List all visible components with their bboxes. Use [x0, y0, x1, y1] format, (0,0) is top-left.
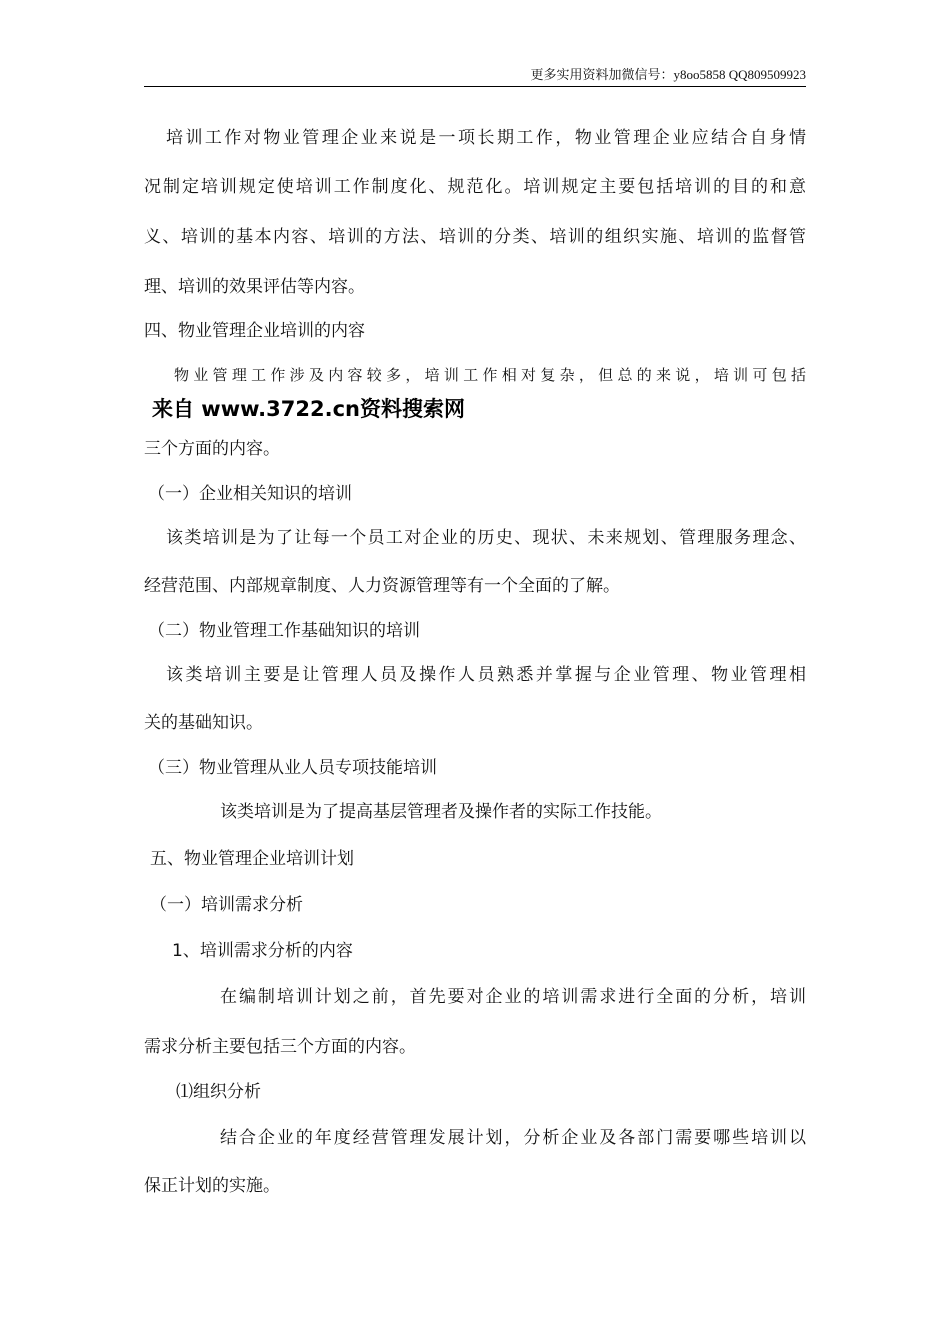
- subsection-heading: （二）物业管理工作基础知识的培训: [148, 621, 420, 641]
- numbered-heading: [172, 940, 353, 962]
- page-header: [144, 64, 806, 87]
- paragraph-line: 况制定培训规定使培训工作制度化、规范化。培训规定主要包括培训的目的和意: [144, 177, 806, 197]
- paragraph-line: 结合企业的年度经营管理发展计划，分析企业及各部门需要哪些培训以: [220, 1128, 806, 1148]
- paragraph-line: 保正计划的实施。: [144, 1176, 280, 1196]
- paragraph-line: 经营范围、内部规章制度、人力资源管理等有一个全面的了解。: [144, 576, 620, 596]
- subsection-heading: （三）物业管理从业人员专项技能培训: [148, 758, 437, 778]
- paragraph-line: 需求分析主要包括三个方面的内容。: [144, 1037, 416, 1057]
- watermark-text: 来自 www.3722.cn资料搜索网: [152, 397, 465, 421]
- paragraph-line: 该类培训是为了提高基层管理者及操作者的实际工作技能。: [220, 802, 662, 822]
- heading-number: 1: [172, 941, 183, 961]
- paragraph-line: 关的基础知识。: [144, 713, 263, 733]
- paragraph-line: 三个方面的内容。: [144, 439, 280, 459]
- subsection-heading: （一）培训需求分析: [150, 895, 303, 915]
- paragraph-line: 物业管理工作涉及内容较多，培训工作相对复杂，但总的来说，培训可包括: [174, 366, 806, 384]
- paragraph-line: 理、培训的效果评估等内容。: [144, 277, 365, 297]
- paragraph-line: 该类培训主要是让管理人员及操作人员熟悉并掌握与企业管理、物业管理相: [166, 665, 806, 685]
- section-heading: 四、物业管理企业培训的内容: [144, 321, 365, 341]
- heading-text: 、培训需求分析的内容: [182, 941, 353, 961]
- header-contact-text: 更多实用资料加微信号：y8oo5858 QQ809509923: [530, 67, 806, 82]
- subsection-heading: （一）企业相关知识的培训: [148, 484, 352, 504]
- paragraph-line: 义、培训的基本内容、培训的方法、培训的分类、培训的组织实施、培训的监督管: [144, 227, 806, 247]
- list-item: ⑴组织分析: [176, 1082, 261, 1102]
- paragraph-line: 该类培训是为了让每一个员工对企业的历史、现状、未来规划、管理服务理念、: [166, 528, 806, 548]
- paragraph-line: 培训工作对物业管理企业来说是一项长期工作，物业管理企业应结合自身情: [166, 128, 806, 148]
- section-heading: 五、物业管理企业培训计划: [150, 849, 354, 869]
- paragraph-line: 在编制培训计划之前，首先要对企业的培训需求进行全面的分析，培训: [220, 987, 806, 1007]
